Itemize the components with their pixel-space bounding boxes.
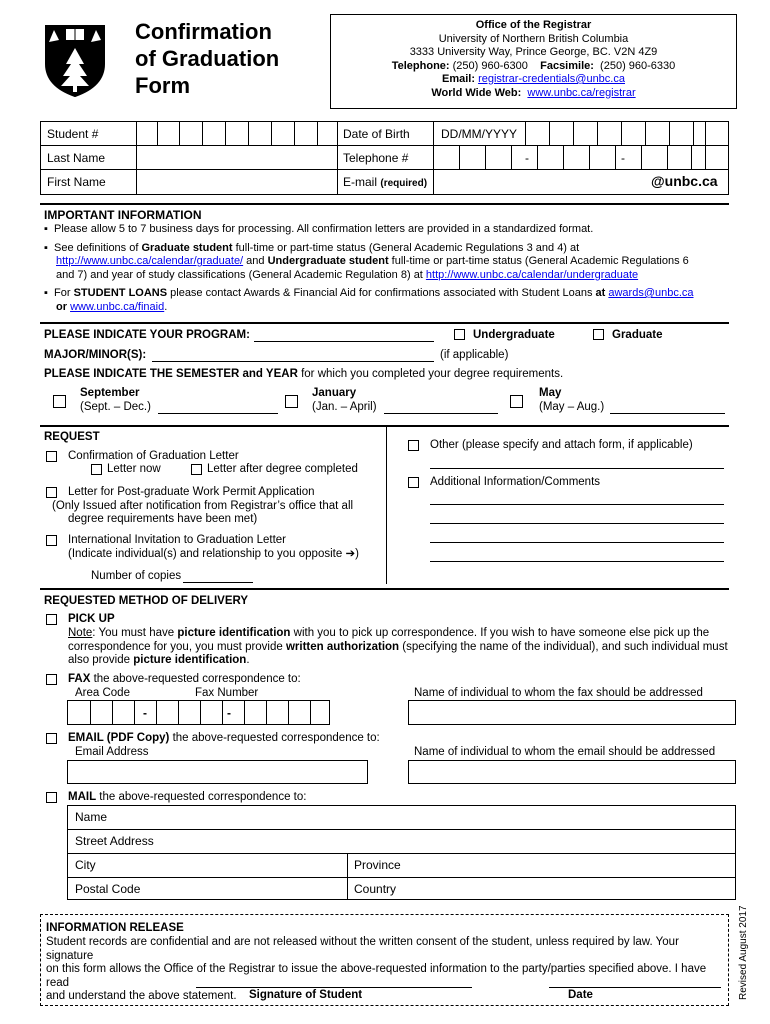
- january-year-line[interactable]: [384, 413, 498, 414]
- undergraduate-checkbox[interactable]: [454, 329, 465, 340]
- mail-country-field[interactable]: Country: [354, 882, 397, 896]
- letter-after-checkbox[interactable]: [191, 464, 202, 475]
- semester-instruction: PLEASE INDICATE THE SEMESTER and YEAR for which you completed your degree requirements.: [44, 368, 564, 380]
- major-label: MAJOR/MINOR(S):: [44, 349, 147, 361]
- other-checkbox[interactable]: [408, 440, 419, 451]
- comment-line-3[interactable]: [430, 542, 724, 543]
- confirmation-letter-checkbox[interactable]: [46, 451, 57, 462]
- intl-invitation-checkbox[interactable]: [46, 535, 57, 546]
- other-label: Other (please specify and attach form, if applicable): [430, 439, 693, 451]
- letter-after-label: Letter after degree completed: [207, 463, 358, 475]
- delivery-title: REQUESTED METHOD OF DELIVERY: [44, 595, 249, 607]
- letter-now-label: Letter now: [107, 463, 161, 475]
- area-code-label: Area Code: [75, 687, 130, 699]
- major-line[interactable]: [152, 361, 434, 362]
- unbc-crest-logo: [44, 24, 106, 98]
- pickup-label: PICK UP: [68, 613, 115, 625]
- registrar-contact-box: Office of the Registrar University of Northern British Columbia 3333 University Way, Prince George, BC. V2N 4Z9 Telephone: (250) 960-6300 Facsimile: (250) 960-6330 Email: registrar-credentials@unbc.ca World Wide Web: www.unbc.ca/registrar: [330, 14, 737, 109]
- september-checkbox[interactable]: [53, 395, 66, 408]
- copies-line[interactable]: [183, 582, 253, 583]
- mail-postal-field[interactable]: Postal Code: [75, 882, 141, 896]
- comment-line-2[interactable]: [430, 523, 724, 524]
- graduate-calendar-link[interactable]: http://www.unbc.ca/calendar/graduate/: [56, 255, 244, 267]
- release-text: Student records are confidential and are not released without the written consent of the student, unless required by law. Your signature on this form allows the Office of the Registrar to issue the above-requested information to the party/parties specified above. I have read and understand the above statement.: [46, 936, 707, 1002]
- form-title: Confirmation of Graduation Form: [135, 19, 280, 98]
- undergraduate-label: Undergraduate: [473, 329, 555, 341]
- program-label: PLEASE INDICATE YOUR PROGRAM:: [44, 329, 250, 341]
- row-first-name: First Name E-mail (required) @unbc.ca: [41, 170, 728, 194]
- signature-label: Signature of Student: [249, 989, 363, 1001]
- if-applicable: (if applicable): [440, 349, 509, 361]
- comment-line-4[interactable]: [430, 561, 724, 562]
- important-list: ▪ Please allow 5 to 7 business days for processing. All confirmation letters are provided in a standardized format. ▪ See definitions of Graduate student full-time or part-time status (General Academic Regulations 3 and 4) at http://www.unbc.ca/calendar/graduate/ and Undergraduate student full-time or part-time status (General Academic Regulations 6 and 7) and year of study classifications (General Academic Regulation 8) at http://www.unbc.ca/calendar/undergraduate ▪ For STUDENT LOANS please contact Awards & Financial Aid for confirmations associated with Student Loans at awards@unbc.ca or www.unbc.ca/finaid.: [44, 223, 694, 313]
- email-recipient-input[interactable]: [408, 760, 736, 784]
- may-checkbox[interactable]: [510, 395, 523, 408]
- mail-street-field[interactable]: Street Address: [75, 834, 154, 848]
- program-line[interactable]: [254, 341, 434, 342]
- fax-name-label: Name of individual to whom the fax should be addressed: [414, 687, 703, 699]
- mail-address-table: [67, 805, 736, 900]
- graduate-label: Graduate: [612, 329, 663, 341]
- mail-province-field[interactable]: Province: [354, 858, 401, 872]
- row-last-name: Last Name Telephone # - -: [41, 146, 728, 170]
- copies-label: Number of copies: [91, 570, 182, 582]
- confirmation-letter-label: Confirmation of Graduation Letter: [68, 450, 239, 462]
- intl-invitation-label: International Invitation to Graduation Letter (Indicate individual(s) and relationship to you opposite ➔): [68, 534, 359, 560]
- fax-label: FAX the above-requested correspondence to:: [68, 673, 301, 685]
- date-label: Date: [568, 989, 593, 1001]
- release-title: INFORMATION RELEASE: [46, 922, 184, 934]
- additional-info-label: Additional Information/Comments: [430, 476, 601, 488]
- pickup-note: Note: You must have picture identification with you to pick up correspondence. If you wish to have someone else pick up the correspondence for you, you must provide written authorization (specifying the name of the individual), and such individual must also provide picture identification.: [68, 627, 728, 666]
- september-year-line[interactable]: [158, 413, 278, 414]
- registrar-web-link[interactable]: www.unbc.ca/registrar: [527, 86, 636, 99]
- fax-recipient-input[interactable]: [408, 700, 736, 725]
- mail-city-field[interactable]: City: [75, 858, 96, 872]
- email-address-input[interactable]: [67, 760, 368, 784]
- mail-checkbox[interactable]: [46, 792, 57, 803]
- email-domain: @unbc.ca: [651, 173, 718, 189]
- finaid-link[interactable]: www.unbc.ca/finaid: [70, 300, 165, 313]
- january-checkbox[interactable]: [285, 395, 298, 408]
- revised-date: Revised August 2017: [738, 905, 749, 1000]
- important-title: IMPORTANT INFORMATION: [44, 208, 202, 222]
- row-student-number: Student # Date of Birth DD/MM/YYYY: [41, 122, 728, 146]
- registrar-email-link[interactable]: registrar-credentials@unbc.ca: [478, 73, 625, 85]
- fax-checkbox[interactable]: [46, 674, 57, 685]
- letter-now-checkbox[interactable]: [91, 464, 102, 475]
- email-checkbox[interactable]: [46, 733, 57, 744]
- mail-name-field[interactable]: Name: [75, 810, 108, 824]
- other-line[interactable]: [430, 468, 724, 469]
- email-address-label: Email Address: [75, 746, 149, 758]
- may-year-line[interactable]: [610, 413, 725, 414]
- date-line[interactable]: [549, 987, 721, 988]
- pgwp-label: Letter for Post-graduate Work Permit Application (Only Issued after notification from Registrar’s office that all degree requirements have been met): [52, 486, 354, 525]
- mail-label: MAIL the above-requested correspondence to:: [68, 791, 307, 803]
- email-name-label: Name of individual to whom the email should be addressed: [414, 746, 716, 758]
- student-id-table: [40, 121, 729, 195]
- undergrad-calendar-link[interactable]: http://www.unbc.ca/calendar/undergraduate: [425, 268, 639, 281]
- additional-info-checkbox[interactable]: [408, 477, 419, 488]
- graduate-checkbox[interactable]: [593, 329, 604, 340]
- fax-number-label: Fax Number: [195, 687, 259, 699]
- request-title: REQUEST: [44, 431, 100, 443]
- pickup-checkbox[interactable]: [46, 614, 57, 625]
- fax-number-input[interactable]: - -: [67, 700, 330, 725]
- signature-line[interactable]: [196, 987, 472, 988]
- arrow-right-icon: ➔: [345, 547, 356, 560]
- comment-line-1[interactable]: [430, 504, 724, 505]
- email-delivery-label: EMAIL (PDF Copy) the above-requested correspondence to:: [68, 732, 380, 744]
- awards-email-link[interactable]: awards@unbc.ca: [608, 287, 694, 299]
